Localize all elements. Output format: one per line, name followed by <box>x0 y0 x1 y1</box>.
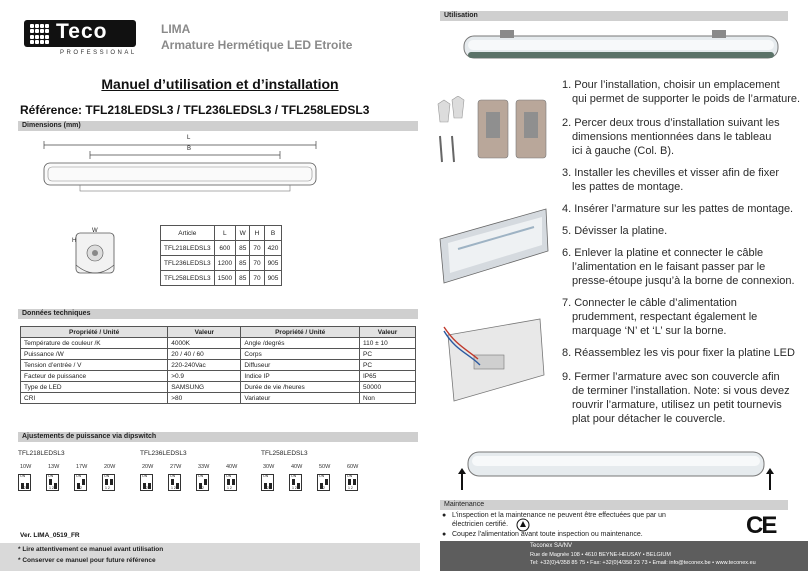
table-cell: TFL236LEDSL3 <box>161 256 215 271</box>
dip-switch <box>168 474 181 491</box>
luminaire-drawing <box>30 135 330 215</box>
dip-watt-label: 20W <box>104 464 116 470</box>
step-line: 5. Dévisser la platine. <box>562 225 668 237</box>
step-line: marquage ‘N’ et ‘L’ sur la borne. <box>572 325 727 337</box>
table-cell: CRI <box>21 393 168 404</box>
dip-position-label: 1 2 <box>348 486 353 490</box>
dip-on-label: ON <box>226 474 232 478</box>
wiring-photo <box>438 315 550 407</box>
table-cell: Tension d’entrée / V <box>21 360 168 371</box>
table-cell: Type de LED <box>21 382 168 393</box>
table-cell: Température de couleur /K <box>21 338 168 349</box>
table-cell: TFL258LEDSL3 <box>161 271 215 286</box>
dip-model-label: TFL236LEDSL3 <box>140 450 187 457</box>
label-L: L <box>187 135 191 141</box>
dip-switch <box>345 474 358 491</box>
bullet-icon: ● <box>442 531 447 538</box>
table-header-row <box>21 327 416 338</box>
dip-switch <box>289 474 302 491</box>
label-W: W <box>92 228 98 234</box>
dip-watt-label: 13W <box>48 464 60 470</box>
table-cell: 905 <box>264 271 282 286</box>
dimensions-table <box>160 225 282 286</box>
dip-watt-label: 10W <box>20 464 32 470</box>
dip-lever <box>54 483 57 489</box>
table-header-row <box>161 226 282 241</box>
instruction-step-1 <box>562 78 800 106</box>
table-cell: >0.9 <box>168 371 241 382</box>
table-cell: Angle /degrés <box>241 338 360 349</box>
product-subtitle: Armature Hermétique LED Etroite <box>161 38 353 52</box>
step-line: prudemment, respectant également le <box>572 311 758 323</box>
table-cell: 85 <box>236 256 250 271</box>
mounting-hardware-photo <box>430 96 550 166</box>
dip-switch <box>224 474 237 491</box>
step-line: presse-étoupe jusqu’à la borne de connexion. <box>572 275 795 287</box>
note-read: * Lire attentivement ce manuel avant utilisation <box>18 546 164 553</box>
table-cell: 1500 <box>214 271 235 286</box>
dip-position-label: 1 2 <box>320 486 325 490</box>
dip-on-label: ON <box>142 474 148 478</box>
dip-lever <box>227 479 230 485</box>
dip-on-label: ON <box>20 474 26 478</box>
bullet-icon: ● <box>442 512 447 519</box>
section-maintenance: Maintenance <box>440 500 788 510</box>
dip-lever <box>292 479 295 485</box>
dip-on-label: ON <box>319 474 325 478</box>
step-line: 1. Pour l’installation, choisir un emplacement <box>562 79 780 91</box>
step-line: 9. Fermer l’armature avec son couvercle afin <box>562 371 780 383</box>
luminaire-open-photo <box>438 205 550 285</box>
brand-name: Teco <box>56 20 108 43</box>
instruction-step-9 <box>562 370 790 426</box>
dip-watt-label: 33W <box>198 464 210 470</box>
dip-position-label: 1 2 <box>49 486 54 490</box>
table-cell: 1200 <box>214 256 235 271</box>
table-cell: Article <box>161 226 215 241</box>
table-cell: H <box>250 226 264 241</box>
luminaire-closed-photo <box>456 446 776 492</box>
dip-position-label: 1 2 <box>264 486 269 490</box>
dip-on-label: ON <box>263 474 269 478</box>
table-cell: Non <box>360 393 416 404</box>
table-cell: Indice IP <box>241 371 360 382</box>
dip-lever <box>148 483 151 489</box>
dip-model-label: TFL258LEDSL3 <box>261 450 308 457</box>
dip-switch <box>102 474 115 491</box>
table-row <box>21 371 416 382</box>
table-row <box>21 349 416 360</box>
footer-company: Teconex SA/NV <box>530 543 573 549</box>
dip-lever <box>176 483 179 489</box>
table-cell: 600 <box>214 241 235 256</box>
step-line: plat pour détacher le couvercle. <box>572 413 726 425</box>
luminaire-photo <box>462 28 780 64</box>
table-cell: 20 / 40 / 60 <box>168 349 241 360</box>
dip-lever <box>105 479 108 485</box>
table-cell: L <box>214 226 235 241</box>
dip-switch <box>46 474 59 491</box>
instruction-step-7 <box>562 296 757 338</box>
step-line: l’alimentation en le faisant passer par le <box>572 261 766 273</box>
dip-lever <box>110 479 113 485</box>
footer-address: Rue de Magnée 108 • 4610 BEYNE-HEUSAY • BELGIUM <box>530 552 671 558</box>
instruction-step-5 <box>562 224 667 238</box>
instruction-step-4 <box>562 202 793 216</box>
dip-on-label: ON <box>291 474 297 478</box>
step-line: 7. Connecter le câble d’alimentation <box>562 297 737 309</box>
table-cell: TFL218LEDSL3 <box>161 241 215 256</box>
label-H: H <box>72 238 77 244</box>
instruction-step-8 <box>562 346 795 360</box>
table-cell: 70 <box>250 256 264 271</box>
dip-switch <box>196 474 209 491</box>
note-keep: * Conserver ce manuel pour future référence <box>18 557 156 564</box>
table-row <box>161 256 282 271</box>
dip-watt-label: 17W <box>76 464 88 470</box>
table-cell: IP65 <box>360 371 416 382</box>
section-dipswitch: Ajustements de puissance via dipswitch <box>18 432 418 442</box>
brand-tagline: PROFESSIONAL <box>60 50 137 56</box>
dip-position-label: 1 2 <box>171 486 176 490</box>
tech-table <box>20 326 416 404</box>
dip-watt-label: 50W <box>319 464 331 470</box>
table-cell: 85 <box>236 271 250 286</box>
table-cell: 4000K <box>168 338 241 349</box>
dip-on-label: ON <box>170 474 176 478</box>
step-line: rouvrir l’armature, utilisez un petit tournevis <box>572 399 782 411</box>
table-cell: Puissance /W <box>21 349 168 360</box>
table-cell: B <box>264 226 282 241</box>
table-cell: Valeur <box>168 327 241 338</box>
dip-switch <box>18 474 31 491</box>
instruction-step-3 <box>562 166 779 194</box>
maintenance-line-1: L’inspection et la maintenance ne peuvent être effectuées que par un <box>452 512 666 519</box>
section-usage: Utilisation <box>440 11 788 21</box>
end-view-drawing <box>60 225 130 285</box>
table-row <box>161 271 282 286</box>
dip-switch <box>74 474 87 491</box>
table-cell: PC <box>360 349 416 360</box>
table-cell: Corps <box>241 349 360 360</box>
dipswitch-area <box>18 450 418 510</box>
dip-position-label: 1 2 <box>227 486 232 490</box>
table-row <box>161 241 282 256</box>
table-cell: PC <box>360 360 416 371</box>
certified-electrician-icon <box>516 518 530 532</box>
table-cell: 220-240Vac <box>168 360 241 371</box>
dip-watt-label: 60W <box>347 464 359 470</box>
table-cell: >80 <box>168 393 241 404</box>
table-row <box>21 338 416 349</box>
table-cell: 50000 <box>360 382 416 393</box>
step-line: ici à gauche (Col. B). <box>572 145 675 157</box>
step-line: qui permet de supporter le poids de l’armature. <box>572 93 801 105</box>
dip-model-label: TFL218LEDSL3 <box>18 450 65 457</box>
table-cell: SAMSUNG <box>168 382 241 393</box>
dip-lever <box>171 479 174 485</box>
instruction-step-2 <box>562 116 780 158</box>
footer-contact: Tel: +32(0)4/358 85 75 • Fax: +32(0)4/358 23 73 • Email: info@teconex.be • www.teconex.eu <box>530 560 756 566</box>
step-line: 8. Réassemblez les vis pour fixer la platine LED <box>562 347 795 359</box>
table-cell: 85 <box>236 241 250 256</box>
section-tech: Données techniques <box>18 309 418 319</box>
section-dimensions: Dimensions (mm) <box>18 121 418 131</box>
dip-position-label: 1 2 <box>199 486 204 490</box>
dip-position-label: 1 2 <box>105 486 110 490</box>
table-row <box>21 393 416 404</box>
dip-switch <box>140 474 153 491</box>
manual-title: Manuel d’utilisation et d’installation <box>101 76 339 92</box>
dip-on-label: ON <box>104 474 110 478</box>
table-cell: 70 <box>250 271 264 286</box>
table-cell: Propriété / Unité <box>21 327 168 338</box>
table-cell: 905 <box>264 256 282 271</box>
dip-watt-label: 27W <box>170 464 182 470</box>
dip-lever <box>232 479 235 485</box>
logo-grid-icon <box>30 24 50 44</box>
reference-line: Référence: TFL218LEDSL3 / TFL236LEDSL3 / TFL258LEDSL3 <box>20 103 370 117</box>
dip-watt-label: 40W <box>291 464 303 470</box>
instruction-step-6 <box>562 246 795 288</box>
dip-switch <box>317 474 330 491</box>
table-cell: 110 ± 10 <box>360 338 416 349</box>
dip-lever <box>82 479 85 485</box>
dip-position-label: 1 2 <box>292 486 297 490</box>
step-line: dimensions mentionnées dans le tableau <box>572 131 772 143</box>
table-cell: Propriété / Unité <box>241 327 360 338</box>
dip-lever <box>204 479 207 485</box>
dip-lever <box>269 483 272 489</box>
dip-on-label: ON <box>48 474 54 478</box>
dip-on-label: ON <box>198 474 204 478</box>
label-B: B <box>187 146 192 152</box>
dip-lever <box>26 483 29 489</box>
dip-lever <box>297 483 300 489</box>
dip-watt-label: 40W <box>226 464 238 470</box>
dip-switch <box>261 474 274 491</box>
table-row <box>21 360 416 371</box>
dip-position-label: 1 2 <box>21 486 26 490</box>
step-line: les pattes de montage. <box>572 181 684 193</box>
dip-lever <box>353 479 356 485</box>
step-line: de terminer l’installation. Note: si vous devez <box>572 385 790 397</box>
maintenance-line-2: électricien certifié. <box>452 521 509 528</box>
dip-lever <box>325 479 328 485</box>
ce-mark: CE <box>746 512 776 539</box>
step-line: 2. Percer deux trous d’installation suivant les <box>562 117 780 129</box>
table-cell: Facteur de puissance <box>21 371 168 382</box>
table-cell: W <box>236 226 250 241</box>
maintenance-line-3: Coupez l’alimentation avant toute inspection ou maintenance. <box>452 531 643 538</box>
dip-lever <box>348 479 351 485</box>
dip-position-label: 1 2 <box>77 486 82 490</box>
table-cell: Diffuseur <box>241 360 360 371</box>
dip-on-label: ON <box>76 474 82 478</box>
dip-watt-label: 30W <box>263 464 275 470</box>
step-line: 4. Insérer l’armature sur les pattes de montage. <box>562 203 794 215</box>
table-cell: 70 <box>250 241 264 256</box>
dip-watt-label: 20W <box>142 464 154 470</box>
table-cell: Variateur <box>241 393 360 404</box>
table-row <box>21 382 416 393</box>
dip-lever <box>49 479 52 485</box>
version-label: Ver. LIMA_0519_FR <box>20 532 80 539</box>
dip-position-label: 1 2 <box>143 486 148 490</box>
table-cell: Valeur <box>360 327 416 338</box>
product-title: LIMA <box>161 22 191 36</box>
step-line: 3. Installer les chevilles et visser afin de fixer <box>562 167 780 179</box>
table-cell: Durée de vie /heures <box>241 382 360 393</box>
step-line: 6. Enlever la platine et connecter le câble <box>562 247 764 259</box>
table-cell: 420 <box>264 241 282 256</box>
dip-on-label: ON <box>347 474 353 478</box>
